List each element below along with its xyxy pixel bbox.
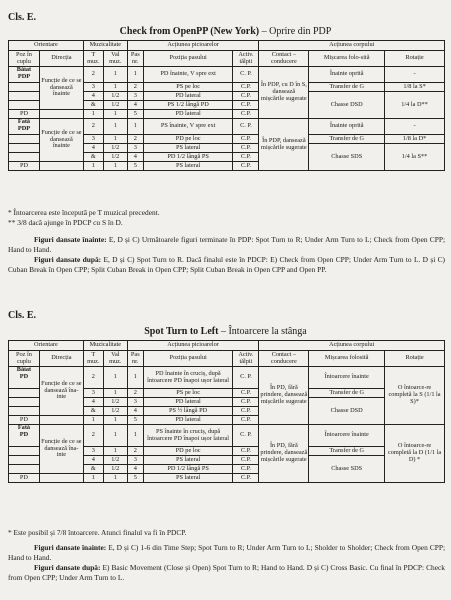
p-cell: 1 [127, 367, 143, 389]
t-cell: 1 [83, 416, 103, 425]
p-cell: 1 [127, 425, 143, 447]
pos-cell: PD pe loc [143, 135, 233, 144]
r-cell: 1/4 la S** [385, 144, 445, 171]
t-cell: 3 [83, 135, 103, 144]
header-orientare: Orientare [9, 341, 84, 351]
table-row [9, 67, 445, 83]
m-cell: Transfer de G [309, 135, 385, 144]
pos-cell: PS pe loc [143, 83, 233, 92]
role-cell [9, 119, 40, 135]
pd-cell: PD [9, 474, 40, 483]
m-cell: Chasse DSD [309, 92, 385, 119]
figures-after-paragraph [8, 255, 445, 274]
section-title-bold: Check from OpenPP (New York) [119, 26, 260, 37]
col-pas-nr: Pas nr. [127, 51, 143, 67]
p-cell: 5 [127, 162, 143, 171]
p-cell: 3 [127, 398, 143, 407]
v-cell: 1/2 [103, 153, 127, 162]
empty-cell [9, 398, 40, 407]
m-cell: Transfer de G [309, 83, 385, 92]
a-cell: C.P. [233, 474, 259, 483]
p-cell: 1 [127, 119, 143, 135]
v-cell: 1/2 [103, 398, 127, 407]
a-cell: C.P. [233, 101, 259, 110]
p-cell: 5 [127, 474, 143, 483]
a-cell: C.P. [233, 144, 259, 153]
p-cell: 1 [127, 67, 143, 83]
m-cell: Transfer de G [309, 389, 385, 398]
v-cell: 1/2 [103, 456, 127, 465]
pos-cell: PD lateral [143, 92, 233, 101]
contact-cell: În PD, fără prindere, dansează mișcările sugerate [259, 425, 309, 483]
header-muzicalitate: Muzicalitate [83, 41, 127, 51]
t-cell: & [83, 101, 103, 110]
col-rotatie: Rotație [385, 351, 445, 367]
steps-table-1 [8, 40, 445, 171]
m-cell: Înainte oprită [309, 67, 385, 83]
v-cell: 1 [103, 110, 127, 119]
a-cell: C.P. [233, 110, 259, 119]
a-cell: C.P. [233, 92, 259, 101]
figures-before-paragraph [8, 543, 445, 562]
v-cell: 1 [103, 135, 127, 144]
table-row [9, 119, 445, 135]
v-cell: 1 [103, 474, 127, 483]
pos-cell: PD înainte în cruciș, după întoarcere PD înapoi ușor lateral [143, 367, 233, 389]
t-cell: 1 [83, 162, 103, 171]
empty-cell [39, 474, 83, 483]
col-contact: Contact – conducere [259, 51, 309, 67]
direction-cell: Funcție de ce se dansează înainte [39, 67, 83, 110]
pd-cell: PD [9, 110, 40, 119]
figures-after-text: E) Basic Movement (Close și Open) Spot Turn to R; Hand to Hand. D și C) Cross Basic. Cu final în PDCP: Check from Open CPP; Under Arm Turn to L. [8, 563, 445, 582]
pos-cell: PD lateral [143, 398, 233, 407]
m-cell: Chasse SDS [309, 144, 385, 171]
header-orientare: Orientare [9, 41, 84, 51]
role-position: PD [19, 372, 29, 380]
v-cell: 1 [103, 119, 127, 135]
contact-cell: În PDP, dansează mișcările sugerate [259, 119, 309, 171]
figures-before-label: Figuri dansate înainte: [34, 543, 107, 552]
empty-cell [9, 92, 40, 101]
a-cell: C.P. [233, 407, 259, 416]
v-cell: 1 [103, 367, 127, 389]
v-cell: 1/2 [103, 101, 127, 110]
direction-cell: Funcție de ce se dansează îna-inte [39, 425, 83, 474]
col-activ: Activ. tălpii [233, 51, 259, 67]
col-val-muz: Val muz. [103, 51, 127, 67]
col-contact: Contact – conducere [259, 351, 309, 367]
t-cell: & [83, 465, 103, 474]
empty-cell [9, 389, 40, 398]
empty-cell [39, 110, 83, 119]
direction-cell: Funcție de ce se dansează înainte [39, 119, 83, 162]
col-poz: Poz în cuplu [9, 351, 40, 367]
a-cell: C. P. [233, 367, 259, 389]
footnote-1: * Este posibil și 7/8 întoarcere. Atunci finalul va fi în PDCP. [8, 528, 187, 537]
col-t-muz: T muz. [83, 51, 103, 67]
header-muzicalitate: Muzicalitate [83, 341, 127, 351]
t-cell: 2 [83, 367, 103, 389]
section-title [0, 326, 451, 337]
v-cell: 1/2 [103, 92, 127, 101]
figures-after-label: Figuri dansate după: [34, 563, 101, 572]
role-name: Băiat [16, 66, 32, 73]
pos-cell: PS înainte în cruciș, după întoarcere PD înapoi ușor lateral [143, 425, 233, 447]
v-cell: 1 [103, 416, 127, 425]
m-cell: Chasse DSD [309, 398, 385, 425]
role-cell [9, 367, 40, 389]
col-miscarea: Mișcarea folosită [309, 351, 385, 367]
col-miscarea: Mișcarea folo-sită [309, 51, 385, 67]
role-position: PD [19, 430, 29, 438]
v-cell: 1/2 [103, 465, 127, 474]
a-cell: C.P. [233, 135, 259, 144]
header-actiunea-corpului: Acțiunea corpului [259, 41, 445, 51]
a-cell: C. P. [233, 119, 259, 135]
header-actiunea-corpului: Acțiunea corpului [259, 341, 445, 351]
a-cell: C. P. [233, 67, 259, 83]
p-cell: 4 [127, 101, 143, 110]
figures-before-label: Figuri dansate înainte: [34, 235, 107, 244]
pos-cell: PD înainte, V spre ext [143, 67, 233, 83]
t-cell: 2 [83, 119, 103, 135]
p-cell: 3 [127, 456, 143, 465]
role-position: PDP [17, 124, 31, 132]
footnote-1: * Întoarcerea este începută pe T muzical precedent. [8, 208, 160, 217]
empty-cell [9, 101, 40, 110]
p-cell: 3 [127, 92, 143, 101]
r-cell: 1/8 la D* [385, 135, 445, 144]
col-pas-nr: Pas nr. [127, 351, 143, 367]
m-cell: Chasse SDS [309, 456, 385, 483]
figures-after-label: Figuri dansate după: [34, 255, 102, 264]
empty-cell [39, 162, 83, 171]
steps-table-2 [8, 340, 445, 483]
role-name: Băiat [16, 366, 32, 373]
p-cell: 2 [127, 447, 143, 456]
pos-cell: PD lateral [143, 110, 233, 119]
t-cell: 3 [83, 389, 103, 398]
v-cell: 1 [103, 425, 127, 447]
v-cell: 1 [103, 83, 127, 92]
a-cell: C.P. [233, 162, 259, 171]
m-cell: Transfer de G [309, 447, 385, 456]
col-poz: Poz în cuplu [9, 51, 40, 67]
a-cell: C.P. [233, 416, 259, 425]
pos-cell: PS lateral [143, 474, 233, 483]
m-cell: Întoarcere înainte [309, 425, 385, 447]
p-cell: 5 [127, 416, 143, 425]
figures-after-text: E, D și C) Spot Turn to R. Dacă finalul este în PDCP: E) Check from Open CPP; Under Arm Turn to L. D și C) Cuban Break în Open CPP; Split Cuban Break in Open CPP; Split Cuban Break in Open CPP and Open PP. [8, 255, 445, 274]
pos-cell: PS ½ lângă PD [143, 407, 233, 416]
col-directia: Direcția [39, 351, 83, 367]
rotation-cell: O întoarce-re completă la S (1/1 la S)* [385, 367, 445, 425]
col-directia: Direcția [39, 51, 83, 67]
p-cell: 4 [127, 153, 143, 162]
pos-cell: PS lateral [143, 456, 233, 465]
class-label: Cls. E. [8, 12, 37, 23]
table-row [9, 425, 445, 447]
a-cell: C.P. [233, 153, 259, 162]
t-cell: 4 [83, 398, 103, 407]
direction-cell: Funcție de ce se dansează îna-inte [39, 367, 83, 416]
a-cell: C.P. [233, 398, 259, 407]
role-cell [9, 67, 40, 83]
p-cell: 2 [127, 83, 143, 92]
col-pozitia: Poziția pasului [143, 351, 233, 367]
empty-cell [9, 407, 40, 416]
empty-cell [9, 447, 40, 456]
t-cell: 2 [83, 425, 103, 447]
r-cell: 1/8 la S* [385, 83, 445, 92]
pos-cell: PS lateral [143, 144, 233, 153]
empty-cell [9, 465, 40, 474]
p-cell: 2 [127, 135, 143, 144]
rotation-cell: O întoarce-re completă la D (1/1 la D) * [385, 425, 445, 483]
t-cell: 4 [83, 92, 103, 101]
empty-cell [9, 135, 40, 144]
contact-cell: În PD, fără prindere, dansează mișcările sugerate [259, 367, 309, 425]
v-cell: 1 [103, 447, 127, 456]
t-cell: & [83, 407, 103, 416]
pos-cell: PS înainte, V spre ext [143, 119, 233, 135]
v-cell: 1/2 [103, 407, 127, 416]
role-position: PDP [17, 72, 31, 80]
figures-before-paragraph [8, 235, 445, 254]
col-t-muz: T muz. [83, 351, 103, 367]
r-cell: 1/4 la D** [385, 92, 445, 119]
footnote-2: ** 3/8 dacă ajunge în PDCP cu S în D. [8, 218, 123, 227]
p-cell: 4 [127, 407, 143, 416]
pos-cell: PD 1/2 lângă PS [143, 465, 233, 474]
pd-cell: PD [9, 416, 40, 425]
figures-after-paragraph [8, 563, 445, 582]
figures-before-text: E, D și C) 1-6 din Time Step; Spot Turn to R; Under Arm Turn to L; Sholder to Sholder; Check from Open CPP; Hand to Hand. [8, 543, 445, 562]
t-cell: 3 [83, 447, 103, 456]
a-cell: C.P. [233, 456, 259, 465]
col-rotatie: Rotație [385, 51, 445, 67]
pos-cell: PS 1/2 lângă PD [143, 101, 233, 110]
r-cell: - [385, 119, 445, 135]
t-cell: 4 [83, 144, 103, 153]
p-cell: 4 [127, 465, 143, 474]
m-cell: Înainte oprită [309, 119, 385, 135]
p-cell: 3 [127, 144, 143, 153]
pos-cell: PS lateral [143, 162, 233, 171]
section-title-rest: – Oprire din PDP [259, 26, 332, 37]
pos-cell: PD pe loc [143, 447, 233, 456]
role-cell [9, 425, 40, 447]
empty-cell [9, 83, 40, 92]
v-cell: 1 [103, 162, 127, 171]
table-row [9, 367, 445, 389]
contact-cell: În PDP, cu D în S, dansează mișcările sugerate [259, 67, 309, 119]
pos-cell: PD lateral [143, 416, 233, 425]
section-title-rest: – Întoarcere la stânga [218, 326, 307, 337]
v-cell: 1/2 [103, 144, 127, 153]
col-pozitia: Poziția pasului [143, 51, 233, 67]
pos-cell: PS pe loc [143, 389, 233, 398]
empty-cell [39, 416, 83, 425]
role-name: Fată [17, 424, 31, 431]
p-cell: 2 [127, 389, 143, 398]
p-cell: 5 [127, 110, 143, 119]
t-cell: 4 [83, 456, 103, 465]
section-title [0, 26, 451, 37]
v-cell: 1 [103, 389, 127, 398]
t-cell: 3 [83, 83, 103, 92]
t-cell: 1 [83, 474, 103, 483]
empty-cell [9, 153, 40, 162]
a-cell: C.P. [233, 83, 259, 92]
t-cell: 1 [83, 110, 103, 119]
a-cell: C. P. [233, 425, 259, 447]
empty-cell [9, 456, 40, 465]
col-activ: Activ. tălpii [233, 351, 259, 367]
header-actiunea-picioarelor: Acțiunea picioarelor [127, 341, 259, 351]
section-title-bold: Spot Turn to Left [144, 326, 219, 337]
empty-cell [9, 144, 40, 153]
m-cell: Întoarcere înainte [309, 367, 385, 389]
header-actiunea-picioarelor: Acțiunea picioarelor [127, 41, 259, 51]
col-val-muz: Val muz. [103, 351, 127, 367]
t-cell: 2 [83, 67, 103, 83]
a-cell: C.P. [233, 389, 259, 398]
v-cell: 1 [103, 67, 127, 83]
a-cell: C.P. [233, 447, 259, 456]
pos-cell: PD 1/2 lângă PS [143, 153, 233, 162]
role-name: Fată [17, 118, 31, 125]
pd-cell: PD [9, 162, 40, 171]
figures-before-text: E, D și C) Următoarele figuri terminate în PDP: Spot Turn to R; Under Arm Turn to L; Check from Open CPP; Hand to Hand. [8, 235, 446, 254]
r-cell: - [385, 67, 445, 83]
t-cell: & [83, 153, 103, 162]
a-cell: C.P. [233, 465, 259, 474]
class-label: Cls. E. [8, 310, 37, 321]
